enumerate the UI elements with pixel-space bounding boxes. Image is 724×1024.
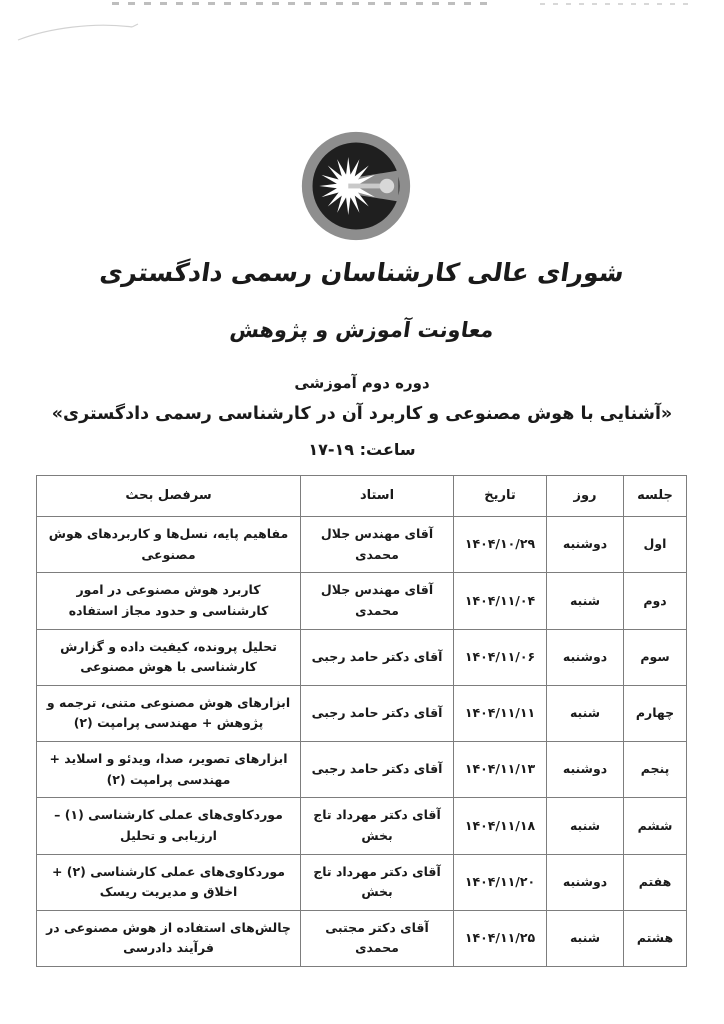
council-emblem-logo [298, 128, 414, 244]
cell-topic: چالش‌های استفاده از هوش مصنوعی در فرآیند دادرسی [37, 910, 301, 966]
cell-session: اول [624, 517, 687, 573]
scan-artifact-squiggle [14, 14, 164, 48]
cell-instructor: آقای دکتر حامد رجبی [301, 685, 454, 741]
table-row [37, 685, 687, 741]
cell-topic: کاربرد هوش مصنوعی در امور کارشناسی و حدود مجاز استفاده [37, 573, 301, 629]
cell-instructor: آقای مهندس جلال محمدی [301, 573, 454, 629]
starburst-emblem-icon [298, 128, 414, 244]
cell-session: هفتم [624, 854, 687, 910]
col-header-session: جلسه [624, 476, 687, 517]
cell-date: ۱۴۰۴/۱۱/۲۰ [454, 854, 547, 910]
cell-topic: موردکاوی‌های عملی کارشناسی (۱) – ارزیابی و تحلیل [37, 798, 301, 854]
cell-date: ۱۴۰۴/۱۱/۱۸ [454, 798, 547, 854]
cell-session: سوم [624, 629, 687, 685]
cell-date: ۱۴۰۴/۱۱/۱۱ [454, 685, 547, 741]
cell-session: دوم [624, 573, 687, 629]
cell-day: دوشنبه [547, 742, 624, 798]
cell-date: ۱۴۰۴/۱۱/۰۶ [454, 629, 547, 685]
cell-instructor: آقای دکتر مهرداد تاج بخش [301, 798, 454, 854]
cell-day: دوشنبه [547, 854, 624, 910]
cell-topic: موردکاوی‌های عملی کارشناسی (۲) + اخلاق و مدیریت ریسک [37, 854, 301, 910]
cell-instructor: آقای دکتر مهرداد تاج بخش [301, 854, 454, 910]
schedule-table-head [37, 476, 687, 517]
cell-date: ۱۴۰۴/۱۰/۲۹ [454, 517, 547, 573]
table-row [37, 573, 687, 629]
cell-session: ششم [624, 798, 687, 854]
cell-date: ۱۴۰۴/۱۱/۱۳ [454, 742, 547, 798]
cell-topic: ابزارهای تصویر، صدا، ویدئو و اسلاید + مهندسی پرامپت (۲) [37, 742, 301, 798]
cell-session: چهارم [624, 685, 687, 741]
cell-day: شنبه [547, 798, 624, 854]
schedule-table [36, 475, 687, 967]
col-header-date: تاریخ [454, 476, 547, 517]
cell-session: پنجم [624, 742, 687, 798]
table-row [37, 798, 687, 854]
col-header-instructor: استاد [301, 476, 454, 517]
cell-instructor: آقای دکتر حامد رجبی [301, 742, 454, 798]
table-row [37, 854, 687, 910]
header-row [37, 476, 687, 517]
cell-date: ۱۴۰۴/۱۱/۲۵ [454, 910, 547, 966]
course-title: «آشنایی با هوش مصنوعی و کاربرد آن در کارشناسی رسمی دادگستری» [51, 404, 673, 424]
col-header-topic: سرفصل بحث [37, 476, 301, 517]
cell-date: ۱۴۰۴/۱۱/۰۴ [454, 573, 547, 629]
cell-day: دوشنبه [547, 629, 624, 685]
cell-day: شنبه [547, 685, 624, 741]
table-row [37, 742, 687, 798]
schedule-table-body [37, 517, 687, 967]
cell-day: شنبه [547, 573, 624, 629]
cell-instructor: آقای دکتر مجتبی محمدی [301, 910, 454, 966]
cell-topic: مفاهیم پایه، نسل‌ها و کاربردهای هوش مصنوعی [37, 517, 301, 573]
scan-artifact-top-edge-right [540, 3, 690, 5]
table-row [37, 629, 687, 685]
cell-topic: ابزارهای هوش مصنوعی متنی، ترجمه و پژوهش + مهندسی پرامپت (۲) [37, 685, 301, 741]
col-header-day: روز [547, 476, 624, 517]
cell-instructor: آقای دکتر حامد رجبی [301, 629, 454, 685]
department-title: معاونت آموزش و پژوهش [228, 318, 496, 342]
table-row [37, 910, 687, 966]
course-time: ساعت: ۱۹-۱۷ [308, 440, 416, 459]
cell-instructor: آقای مهندس جلال محمدی [301, 517, 454, 573]
cell-session: هشتم [624, 910, 687, 966]
cell-day: دوشنبه [547, 517, 624, 573]
table-row [37, 517, 687, 573]
scan-artifact-top-edge [112, 2, 494, 5]
cell-topic: تحلیل پرونده، کیفیت داده و گزارش کارشناسی با هوش مصنوعی [37, 629, 301, 685]
organization-title: شورای عالی کارشناسان رسمی دادگستری [98, 258, 626, 287]
cell-day: شنبه [547, 910, 624, 966]
course-round-label: دوره دوم آموزشی [294, 374, 430, 392]
